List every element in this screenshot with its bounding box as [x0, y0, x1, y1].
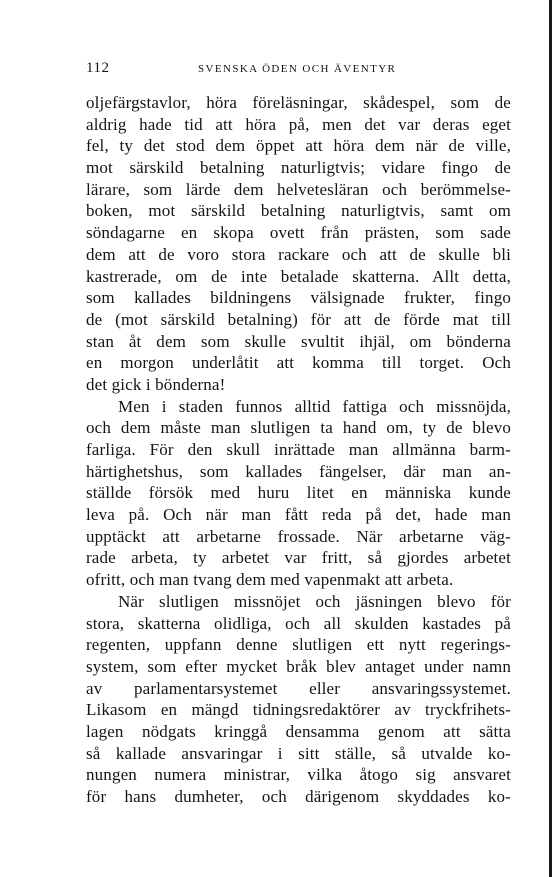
- text-line: de (mot särskild betalning) för att de förde mat till: [86, 309, 511, 329]
- text-line: så kallade ansvaringar i sitt ställe, så utvalde ko-: [86, 743, 511, 763]
- paragraph-end-line: det gick i bönderna!: [86, 374, 226, 394]
- text-line: lagen nödgats kringgå densamma genom att sätta: [86, 721, 511, 741]
- text-line: mot särskild betalning naturligtvis; vidare fingo de: [86, 158, 511, 178]
- text-line: och dem måste man slutligen ta hand om, ty de blevo: [86, 418, 511, 438]
- paragraph-end-line: ofritt, och man tvang dem med vapenmakt att arbeta.: [86, 570, 454, 590]
- text-line: boken, mot särskild betalning naturligtvis, samt om: [86, 201, 511, 221]
- text-line: leva på. Och när man fått reda på det, hade man: [86, 505, 511, 525]
- paragraph-start-line: Men i staden funnos alltid fattiga och missnöjda,: [118, 396, 511, 416]
- text-line: av parlamentarsystemet eller ansvaringssystemet.: [86, 678, 511, 698]
- text-line: system, som efter mycket bråk blev antaget under namn: [86, 656, 511, 676]
- text-line: söndagarne en skopa ovett från prästen, som sade: [86, 223, 511, 243]
- text-line: kastrerade, om de inte betalade skatterna. Allt detta,: [86, 266, 511, 286]
- text-line: nungen numera ministrar, vilka åtogo sig ansvaret: [86, 765, 511, 785]
- text-line: farliga. För den skull inrättade man allmänna barm-: [86, 440, 511, 459]
- text-line: som kallades bildningens välsignade frukter, fingo: [86, 288, 511, 308]
- text-line: fel, ty det stod dem öppet att höra dem när de ville,: [86, 136, 511, 156]
- text-line: härtighetshus, som kallades fängelser, där man an-: [86, 461, 511, 481]
- text-line: ställde försök med huru litet en människa kunde: [86, 483, 511, 503]
- text-line: regenten, uppfann denne slutligen ett nytt regerings-: [86, 635, 511, 655]
- text-line: aldrig hade tid att höra på, men det var deras eget: [86, 114, 511, 134]
- text-line: stan åt dem som skulle svultit ihjäl, om bönderna: [86, 331, 511, 351]
- text-line: stora, skatterna olidliga, och all skulden kastades på: [86, 613, 511, 633]
- text-line: en morgon underlåtit att komma till torget. Och: [86, 353, 511, 373]
- text-line: rade arbeta, ty arbetet var fritt, så gjordes arbetet: [86, 548, 511, 568]
- page-number: 112: [86, 60, 110, 76]
- text-line: upptäckt att arbetarne frossade. När arbetarne väg-: [86, 526, 511, 546]
- text-line: för hans dumheter, och därigenom skyddades ko-: [86, 787, 511, 806]
- text-line: Likasom en mängd tidningsredaktörer av tryckfrihets-: [86, 700, 511, 720]
- text-line: oljefärgstavlor, höra föreläsningar, skådespel, som de: [86, 93, 511, 112]
- body-text: [86, 92, 511, 808]
- paragraph-start-line: När slutligen missnöjet och jäsningen blevo för: [118, 591, 511, 611]
- running-head: SVENSKA ÖDEN OCH ÄVENTYR: [198, 63, 397, 75]
- text-line: lärare, som lärde dem helvetesläran och berömmelse-: [86, 179, 511, 199]
- text-line: dem att de voro stora rackare och att de skulle bli: [86, 244, 511, 264]
